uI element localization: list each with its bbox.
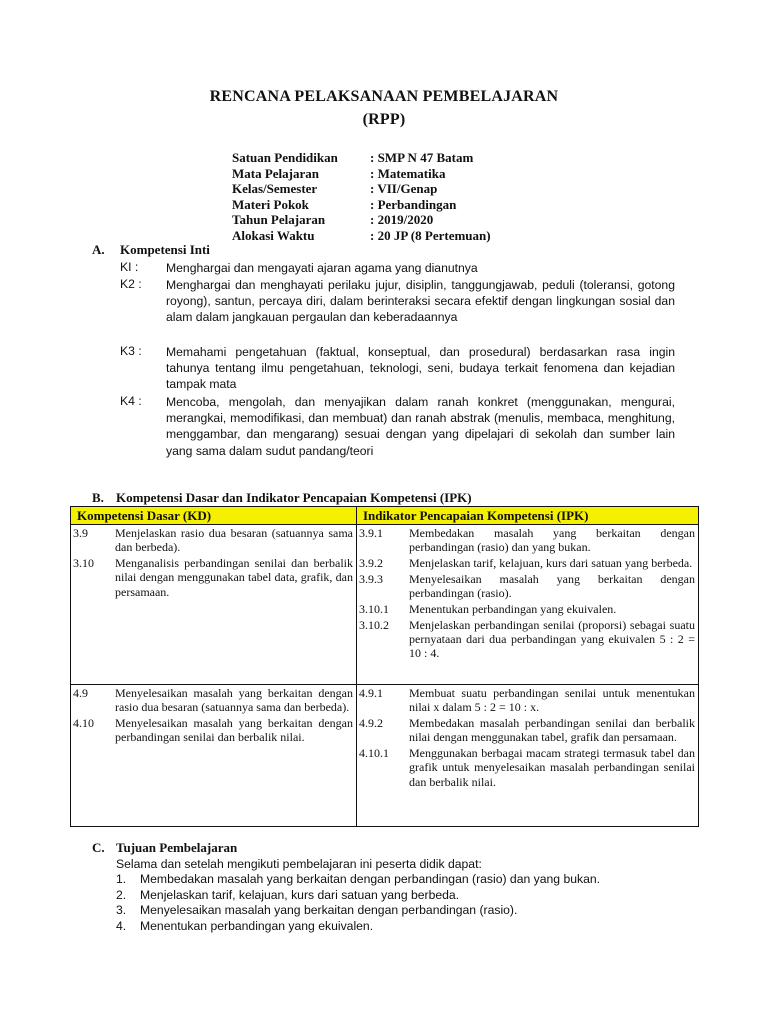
list-item [116,919,600,935]
ipk-item [359,618,695,661]
kd-text: Menyelesaikan masalah yang berkaitan dengan perbandingan senilai dan berbalik nilai. [115,716,353,745]
ipk-item [359,686,695,715]
identity-row [232,228,491,244]
identity-label: Satuan Pendidikan [232,150,338,165]
identity-value: : Perbandingan [370,196,457,212]
identity-label: Mata Pelajaran [232,165,320,181]
ipk-item [359,602,695,616]
ki-item [120,277,675,326]
ki-text: Menghargai dan mengayati ajaran agama yang dianutnya [166,261,478,275]
ki-item [120,344,675,393]
identity-row [232,166,491,182]
section-number: B. [92,490,104,505]
table-row [71,685,699,827]
list-item [116,872,600,888]
ipk-text: Menentukan perbandingan yang ekuivalen. [409,601,617,616]
ipk-text: Menggunakan berbagai macam strategi termasuk tabel dan grafik untuk menyelesaikan masalah perbandingan senilai dan berbalik nilai. [409,746,695,789]
identity-row [232,212,491,228]
document-title: RENCANA PELAKSANAAN PEMBELAJARAN [209,88,559,105]
ipk-number: 3.9.1 [359,526,383,540]
kd-item [73,556,353,599]
ipk-item [359,556,695,570]
ki-code: KI : [120,260,139,274]
identity-label: Materi Pokok [232,196,309,212]
ipk-item [359,716,695,745]
ipk-cell [357,685,699,827]
list-text: Membedakan masalah yang berkaitan dengan perbandingan (rasio) dan yang bukan. [140,872,601,886]
ipk-number: 3.9.2 [359,556,383,571]
ki-code: K4 : [120,394,142,408]
ipk-text: Menyelesaikan masalah yang berkaitan dengan perbandingan (rasio). [409,571,695,601]
identity-row [232,150,491,166]
ki-code: K2 : [120,277,142,291]
ipk-number: 4.10.1 [359,746,389,761]
list-item [116,888,600,904]
section-c-heading [92,840,237,856]
identity-value: : SMP N 47 Batam [370,150,474,165]
identity-label: Tahun Pelajaran [232,212,326,227]
list-number: 1. [116,872,127,886]
identity-value: : 2019/2020 [370,212,434,227]
ipk-number: 4.9.2 [359,716,383,731]
section-number: C. [92,840,105,855]
column-header-ipk: Indikator Pencapaian Kompetensi (IPK) [357,507,699,525]
identity-value: : 20 JP (8 Pertemuan) [370,227,491,243]
ipk-text: Membuat suatu perbandingan senilai untuk menentukan nilai x dalam 5 : 2 = 10 : x. [409,686,695,715]
identity-label: Alokasi Waktu [232,227,315,243]
kd-item [73,686,353,715]
identity-value: : Matematika [370,165,446,181]
ipk-item [359,526,695,555]
ipk-text: Membedakan masalah yang berkaitan dengan perbandingan (rasio) dan yang bukan. [409,526,695,555]
kd-ipk-table [70,506,699,827]
ipk-number: 4.9.1 [359,686,383,700]
document-subtitle: (RPP) [362,111,406,128]
section-a-heading [92,242,210,258]
identity-label: Kelas/Semester [232,181,318,196]
section-title: Kompetensi Dasar dan Indikator Pencapaian Kompetensi (IPK) [116,490,472,505]
ki-text: Menghargai dan menghayati perilaku jujur, disiplin, tanggungjawab, peduli (toleransi, gotong royong), santun, percaya diri, dalam berinteraksi secara efektif dengan lingkungan sosial dan alam dalam jangkauan pergaulan dan keberadaannya [166,278,675,325]
list-text: Menjelaskan tarif, kelajuan, kurs dari satuan yang berbeda. [140,887,460,902]
column-header-kd: Kompetensi Dasar (KD) [71,507,357,525]
kd-number: 3.10 [73,556,94,571]
identity-value: : VII/Genap [370,181,438,196]
kd-text: Menganalisis perbandingan senilai dan berbalik nilai dengan menggunakan tabel data, grafik, dan persamaan. [115,556,353,599]
kd-number: 4.9 [73,686,88,700]
list-text: Menentukan perbandingan yang ekuivalen. [140,918,374,933]
section-title: Tujuan Pembelajaran [116,840,238,855]
ipk-number: 3.10.1 [359,601,389,616]
tujuan-block [116,856,600,934]
ipk-item [359,746,695,789]
ki-item [120,394,675,459]
ipk-text: Menjelaskan perbandingan senilai (proporsi) sebagai suatu pernyataan dari dua perbandingan yang ekuivalen 5 : 2 = 10 : 4. [409,617,695,661]
kd-number: 4.10 [73,716,94,731]
ipk-text: Membedakan masalah perbandingan senilai dan berbalik nilai dengan menggunakan tabel, grafik dan persamaan. [409,716,695,745]
list-number: 4. [116,918,127,933]
kd-cell [71,525,357,685]
ipk-cell [357,525,699,685]
section-b-heading [92,490,472,506]
list-number: 2. [116,887,127,902]
table-row [71,525,699,685]
kd-text: Menyelesaikan masalah yang berkaitan dengan rasio dua besaran (satuannya sama dan berbeda). [115,686,353,715]
ipk-number: 3.10.2 [359,617,389,632]
identity-block [232,150,491,243]
tujuan-intro: Selama dan setelah mengikuti pembelajaran ini peserta didik dapat: [116,857,482,871]
kd-item [73,526,353,555]
list-text: Menyelesaikan masalah yang berkaitan dengan perbandingan (rasio). [140,903,518,917]
table-header-row [71,507,699,525]
ki-code: K3 : [120,344,142,358]
identity-row [232,197,491,213]
ki-item [120,260,675,276]
kd-cell [71,685,357,827]
section-title: Kompetensi Inti [120,242,210,257]
list-item [116,903,600,919]
kd-text: Menjelaskan rasio dua besaran (satuannya sama dan berbeda). [115,526,353,555]
ipk-number: 3.9.3 [359,571,383,586]
ipk-text: Menjelaskan tarif, kelajuan, kurs dari satuan yang berbeda. [409,556,693,571]
kd-number: 3.9 [73,526,88,540]
ki-text: Mencoba, mengolah, dan menyajikan dalam ranah konkret (menggunakan, mengurai, merangkai, memodifikasi, dan membuat) dan ranah abstrak (menulis, membaca, menghitung, menggambar, dan mengarang) sesuai dengan yang dipelajari di sekolah dan sumber lain yang sama dalam sudut pandang/teori [166,395,675,458]
section-number: A. [92,242,105,257]
ki-text: Memahami pengetahuan (faktual, konseptual, dan prosedural) berdasarkan rasa ingin tahunya tentang ilmu pengetahuan, teknologi, seni, budaya terkait fenomena dan kejadian tampak mata [166,345,675,392]
identity-row [232,181,491,197]
ipk-item [359,572,695,601]
list-number: 3. [116,903,127,917]
kd-item [73,716,353,745]
